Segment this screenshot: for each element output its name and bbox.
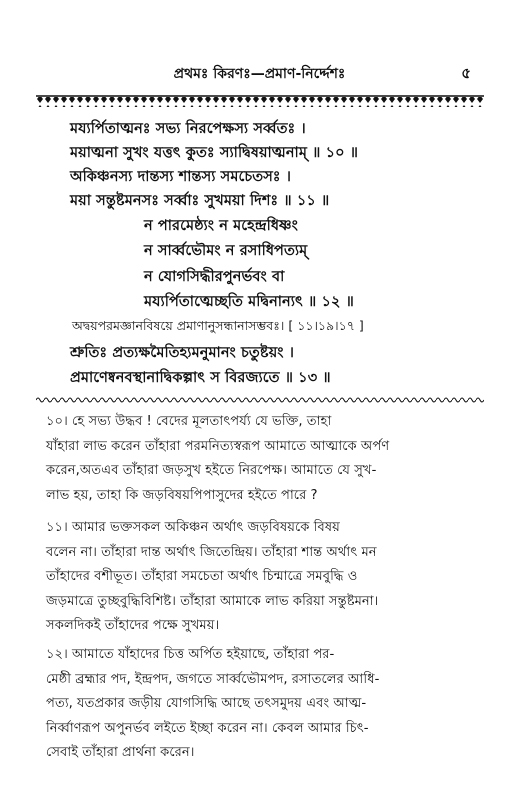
top-ornament-divider	[36, 94, 484, 108]
chapter-heading: প্রথমঃ কিরণঃ—প্রমাণ-নির্দ্দেশঃ	[173, 66, 346, 82]
commentary-paragraph-10	[46, 410, 486, 508]
source-reference-note: অদ্বয়পরমজ্ঞানবিষয়ে প্রমাণানুসন্ধানাসম্ভবঃ। [ ১১।১৯।১৭ ]	[72, 318, 364, 333]
paragraph-line: তাঁহাদের বশীভূত। তাঁহারা সমচেতা অর্থাৎ চিন্মাত্রে সমবুদ্ধি ও	[46, 569, 358, 584]
paragraph-line: ১১। আমার ভক্তসকল অকিঞ্চন অর্থাৎ জড়বিষয়কে বিষয়	[46, 520, 340, 535]
verse-line: প্রমাণেষ্বনবস্থানাদ্বিকল্পাৎ স বিরজ্যতে ॥ ১৩ ॥	[70, 370, 331, 386]
verse-line: ময়া সন্তুষ্টমনসঃ সর্ব্বাঃ সুখময়া দিশঃ ॥ ১১ ॥	[70, 193, 330, 209]
paragraph-line: মেষ্ঠী ব্রহ্মার পদ, ইন্দ্রপদ, জগতে সার্ব্বভৌমপদ, রসাতলের আধি-	[46, 671, 380, 687]
verse-line: ন সার্ব্বভৌমং ন রসাধিপত্যম্	[144, 243, 308, 259]
paragraph-line: বলেন না। তাঁহারা দান্ত অর্থাৎ জিতেন্দ্রিয়। তাঁহারা শান্ত অর্থাৎ মন	[46, 544, 377, 560]
paragraph-line: সেবাই তাঁহারা প্রার্থনা করেন।	[46, 745, 195, 760]
paragraph-line: নির্ব্বাণরূপ অপুনর্ভব লইতে ইচ্ছা করেন না। কেবল আমার চিৎ-	[46, 720, 369, 736]
commentary-paragraph-12	[46, 643, 486, 766]
paragraph-line: যাঁহারা লাভ করেন তাঁহারা পরমনিত্যস্বরূপ আমাতে আত্মাকে অর্পণ	[46, 438, 390, 454]
paragraph-line: জড়মাত্রে তুচ্ছবুদ্ধিবিশিষ্ট। তাঁহারা আমাকে লাভ করিয়া সন্তুষ্টমনা।	[46, 593, 379, 609]
paragraph-line: লাভ হয়, তাহা কি জড়বিষয়পিপাসুদের হইতে পারে ?	[46, 487, 318, 503]
commentary-paragraph-11	[46, 516, 486, 639]
verse-line: অকিঞ্চনস্য দান্তস্য শান্তস্য সমচেতসঃ ।	[70, 169, 292, 185]
page-number: ৫	[461, 64, 471, 82]
verse-line: ময্যর্পিতাত্মনঃ সভ্য নিরপেক্ষস্য সর্ব্বতঃ ।	[70, 121, 306, 137]
verse-line: ময়াত্মনা সুখং যত্তৎ কুতঃ স্যাদ্বিষয়াত্মনাম্ ॥ ১০ ॥	[70, 145, 359, 161]
paragraph-line: করেন,অতএব তাঁহারা জড়সুখ হইতে নিরপেক্ষ। আমাতে যে সুখ-	[46, 463, 377, 478]
paragraph-line: ১০। হে সভ্য উদ্ধব ! বেদের মূলতাৎপর্য্য যে ভক্তি, তাহা	[46, 414, 332, 429]
verse-line: শ্রুতিঃ প্রত্যক্ষমৈতিহ্যমনুমানং চতুষ্টয়ং ।	[70, 345, 295, 361]
section-divider	[36, 396, 484, 404]
verse-line: ন যোগসিদ্ধীরপুনর্ভবং বা	[144, 269, 285, 285]
verse-line: ময্যর্পিতাত্মেচ্ছতি মদ্বিনান্যৎ ॥ ১২ ॥	[144, 294, 354, 310]
paragraph-line: ১২। আমাতে যাঁহাদের চিত্ত অর্পিত হইয়াছে, তাঁহারা পর-	[46, 647, 335, 662]
paragraph-line: পত্য, যতপ্রকার জড়ীয় যোগসিদ্ধি আছে তৎসমুদয় এবং আত্ম-	[46, 696, 367, 711]
paragraph-line: সকলদিকই তাঁহাদের পক্ষে সুখময়।	[46, 618, 220, 633]
page-header	[0, 62, 519, 82]
verse-line: ন পারমেষ্ঠ্যং ন মহেন্দ্রধিষ্ণং	[144, 218, 298, 234]
